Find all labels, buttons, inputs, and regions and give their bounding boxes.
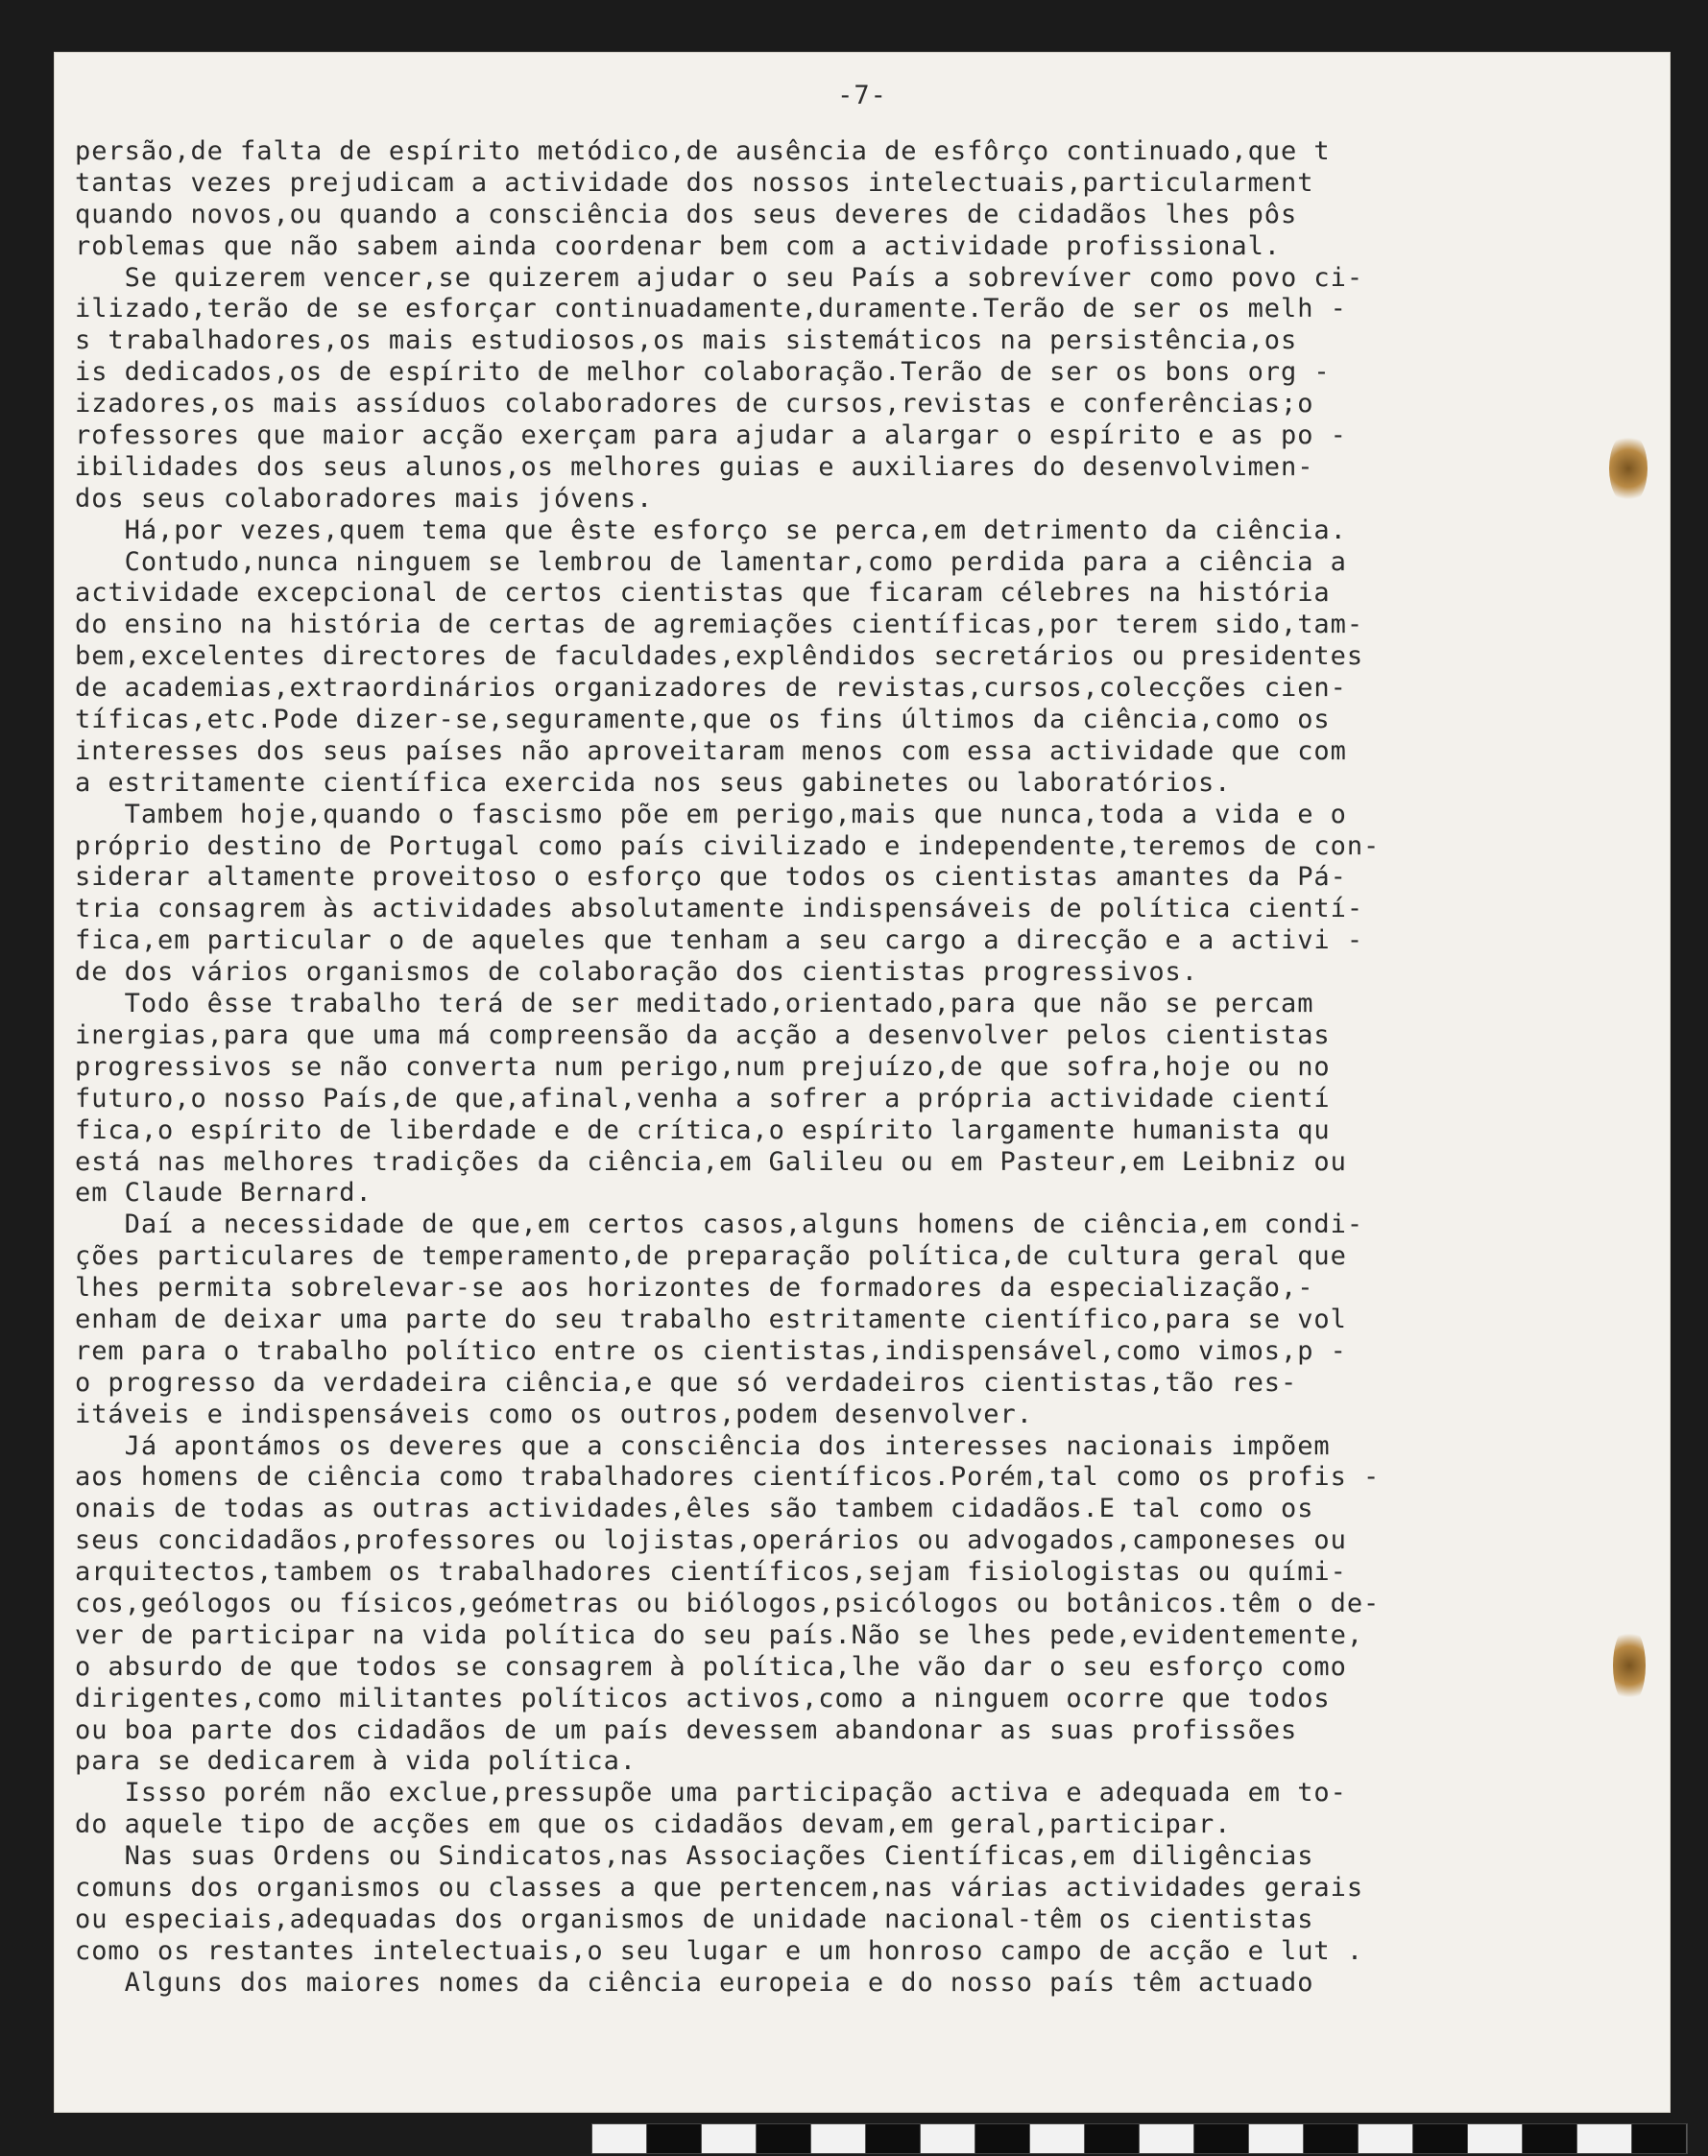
text-line: Tambem hoje,quando o fascismo põe em perigo,mais que nunca,toda a vida e o bbox=[75, 799, 1347, 829]
text-line: de dos vários organismos de colaboração dos cientistas progressivos. bbox=[75, 957, 1198, 988]
text-line: tíficas,etc.Pode dizer-se,seguramente,que os fins últimos da ciência,como os bbox=[75, 705, 1331, 735]
page-number: -7- bbox=[837, 81, 887, 110]
text-line: Alguns dos maiores nomes da ciência europeia e do nosso país têm actuado bbox=[75, 1967, 1314, 1998]
paper-stain bbox=[1613, 1626, 1646, 1705]
document-page bbox=[54, 52, 1671, 2113]
text-line: tria consagrem às actividades absolutamente indispensáveis de política cientí- bbox=[75, 894, 1364, 924]
text-line: Nas suas Ordens ou Sindicatos,nas Associações Científicas,em diligências bbox=[75, 1841, 1314, 1872]
text-line: quando novos,ou quando a consciência dos seus deveres de cidadãos lhes pôs bbox=[75, 199, 1298, 229]
text-line: roblemas que não sabem ainda coordenar bem com a actividade profissional. bbox=[75, 230, 1281, 261]
text-line: ilizado,terão de se esforçar continuadamente,duramente.Terão de ser os melh - bbox=[75, 294, 1347, 324]
text-line: como os restantes intelectuais,o seu lugar e um honroso campo de acção e lut . bbox=[75, 1935, 1364, 1966]
text-line: para se dedicarem à vida política. bbox=[75, 1746, 637, 1777]
text-line: fica,em particular o de aqueles que tenham a seu cargo a direcção e a activi - bbox=[75, 925, 1364, 956]
typed-text-body bbox=[75, 136, 1630, 2000]
text-line: is dedicados,os de espírito de melhor colaboração.Terão de ser os bons org - bbox=[75, 357, 1331, 388]
text-line: o progresso da verdadeira ciência,e que só verdadeiros cientistas,tão res- bbox=[75, 1367, 1298, 1398]
text-line: Daí a necessidade de que,em certos casos,alguns homens de ciência,em condi- bbox=[75, 1210, 1364, 1240]
text-line: Se quizerem vencer,se quizerem ajudar o seu País a sobrevíver como povo ci- bbox=[75, 262, 1364, 293]
text-line: progressivos se não converta num perigo,num prejuízo,de que sofra,hoje ou no bbox=[75, 1051, 1331, 1082]
text-line: fica,o espírito de liberdade e de crítica,o espírito largamente humanista qu bbox=[75, 1114, 1331, 1145]
text-line: s trabalhadores,os mais estudiosos,os mais sistemáticos na persistência,os bbox=[75, 325, 1298, 356]
text-line: ou boa parte dos cidadãos de um país devessem abandonar as suas profissões bbox=[75, 1714, 1298, 1745]
text-line: actividade excepcional de certos cientistas que ficaram célebres na história bbox=[75, 578, 1331, 609]
text-line: de academias,extraordinários organizadores de revistas,cursos,colecções cien- bbox=[75, 673, 1347, 704]
text-line: do ensino na história de certas de agremiações científicas,por terem sido,tam- bbox=[75, 610, 1364, 640]
text-line: dos seus colaboradores mais jóvens. bbox=[75, 483, 654, 514]
text-line: onais de todas as outras actividades,êles são tambem cidadãos.E tal como os bbox=[75, 1494, 1314, 1524]
text-line: Contudo,nunca ninguem se lembrou de lamentar,como perdida para a ciência a bbox=[75, 546, 1347, 577]
paper-stain bbox=[1609, 432, 1648, 505]
text-line: Todo êsse trabalho terá de ser meditado,orientado,para que não se percam bbox=[75, 989, 1314, 1019]
text-line: comuns dos organismos ou classes a que pertencem,nas várias actividades gerais bbox=[75, 1872, 1364, 1903]
text-line: ibilidades dos seus alunos,os melhores guias e auxiliares do desenvolvimen- bbox=[75, 451, 1314, 482]
text-line: próprio destino de Portugal como país civilizado e independente,teremos de con- bbox=[75, 830, 1381, 861]
text-line: lhes permita sobrelevar-se aos horizontes de formadores da especialização,- bbox=[75, 1273, 1314, 1304]
text-line: bem,excelentes directores de faculdades,explêndidos secretários ou presidentes bbox=[75, 641, 1364, 672]
text-line: persão,de falta de espírito metódico,de ausência de esfôrço continuado,que t bbox=[75, 136, 1331, 166]
text-line: itáveis e indispensáveis como os outros,podem desenvolver. bbox=[75, 1399, 1033, 1429]
text-line: está nas melhores tradições da ciência,em Galileu ou em Pasteur,em Leibniz ou bbox=[75, 1146, 1347, 1177]
text-line: Issso porém não exclue,pressupõe uma participação activa e adequada em to- bbox=[75, 1778, 1347, 1809]
text-line: Há,por vezes,quem tema que êste esforço se perca,em detrimento da ciência. bbox=[75, 515, 1347, 545]
text-line: siderar altamente proveitoso o esforço que todos os cientistas amantes da Pá- bbox=[75, 862, 1347, 893]
text-line: ções particulares de temperamento,de preparação política,de cultura geral que bbox=[75, 1241, 1347, 1272]
text-line: o absurdo de que todos se consagrem à política,lhe vão dar o seu esforço como bbox=[75, 1651, 1347, 1682]
text-line: arquitectos,tambem os trabalhadores científicos,sejam fisiologistas ou quími- bbox=[75, 1557, 1347, 1588]
text-line: rofessores que maior acção exerçam para ajudar a alargar o espírito e as po - bbox=[75, 420, 1347, 451]
text-line: enham de deixar uma parte do seu trabalho estritamente científico,para se vol bbox=[75, 1304, 1347, 1334]
text-line: do aquele tipo de acções em que os cidadãos devam,em geral,participar. bbox=[75, 1809, 1232, 1840]
text-line: Já apontámos os deveres que a consciência dos interesses nacionais impõem bbox=[75, 1430, 1331, 1461]
scale-ruler bbox=[591, 2123, 1688, 2154]
text-line: dirigentes,como militantes políticos activos,como a ninguem ocorre que todos bbox=[75, 1683, 1331, 1713]
text-line: ver de participar na vida política do seu país.Não se lhes pede,evidentemente, bbox=[75, 1619, 1364, 1650]
text-line: izadores,os mais assíduos colaboradores de cursos,revistas e conferências;o bbox=[75, 389, 1314, 419]
text-line: tantas vezes prejudicam a actividade dos nossos intelectuais,particularment bbox=[75, 167, 1314, 198]
text-line: futuro,o nosso País,de que,afinal,venha a sofrer a própria actividade cientí bbox=[75, 1083, 1331, 1114]
text-line: em Claude Bernard. bbox=[75, 1178, 373, 1209]
text-line: rem para o trabalho político entre os cientistas,indispensável,como vimos,p - bbox=[75, 1335, 1347, 1366]
text-line: cos,geólogos ou físicos,geómetras ou biólogos,psicólogos ou botânicos.têm o de- bbox=[75, 1588, 1381, 1618]
text-line: aos homens de ciência como trabalhadores científicos.Porém,tal como os profis - bbox=[75, 1462, 1381, 1493]
text-line: a estritamente científica exercida nos seus gabinetes ou laboratórios. bbox=[75, 767, 1232, 798]
text-line: inergias,para que uma má compreensão da acção a desenvolver pelos cientistas bbox=[75, 1019, 1331, 1050]
text-line: interesses dos seus países não aproveitaram menos com essa actividade que com bbox=[75, 735, 1347, 766]
text-line: seus concidadãos,professores ou lojistas,operários ou advogados,camponeses ou bbox=[75, 1525, 1347, 1556]
text-line: ou especiais,adequadas dos organismos de unidade nacional-têm os cientistas bbox=[75, 1904, 1314, 1934]
